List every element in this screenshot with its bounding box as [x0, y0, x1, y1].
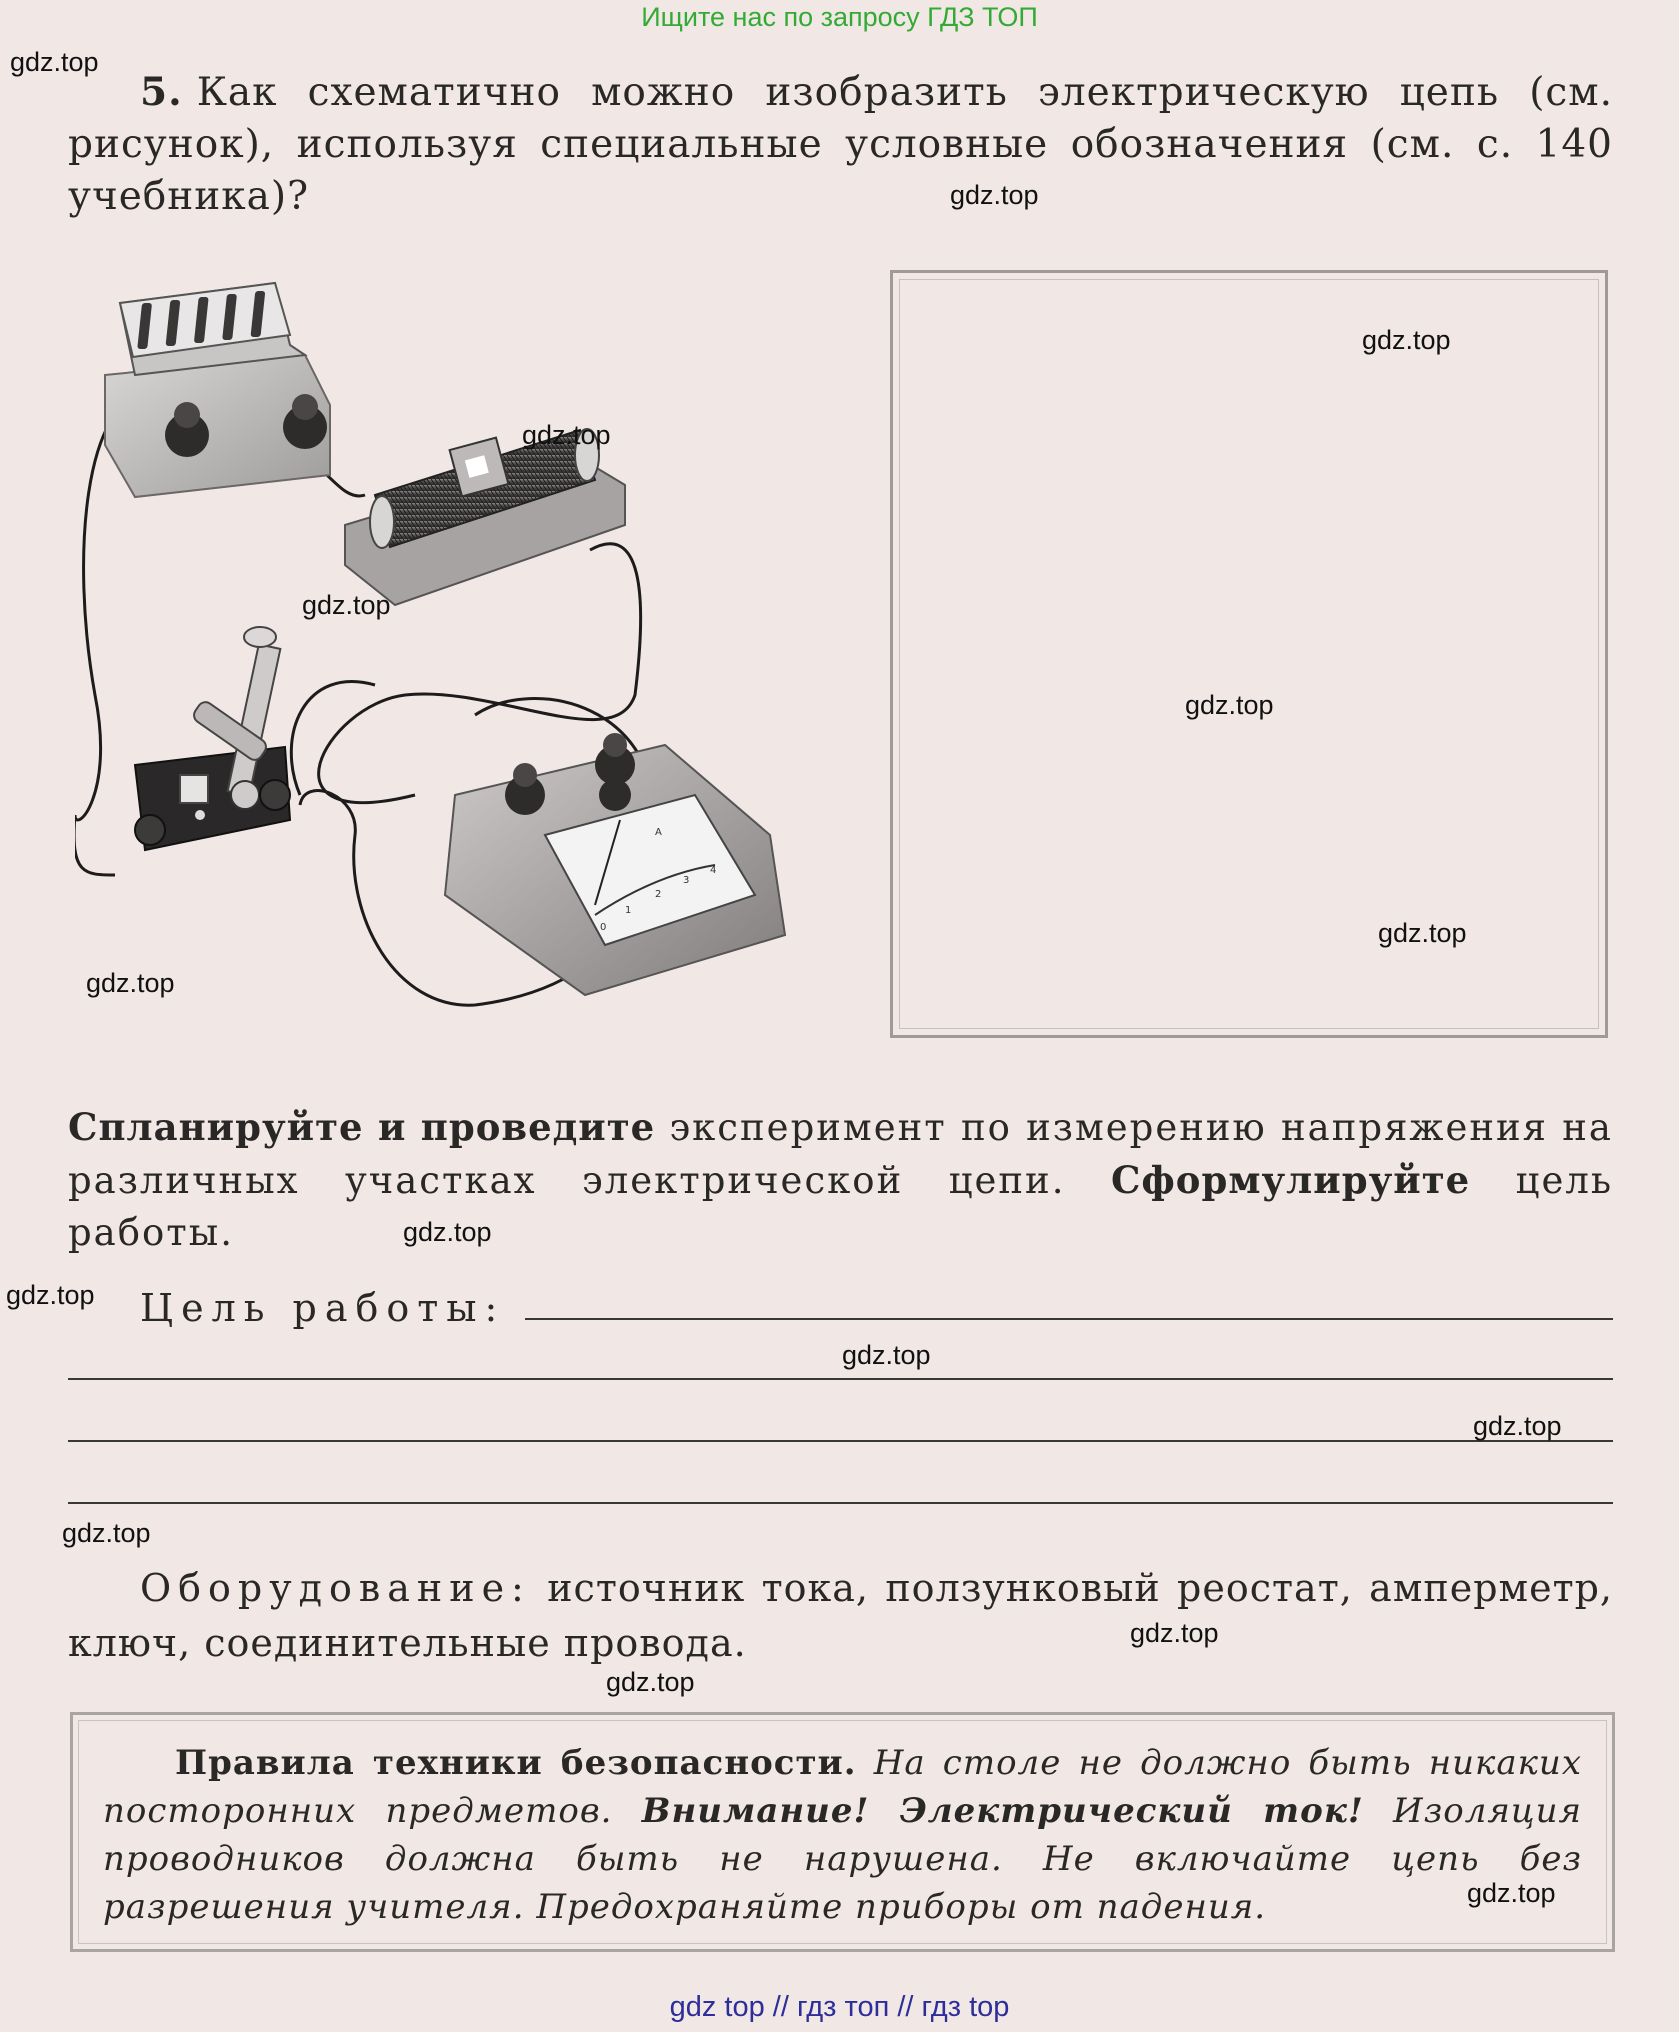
equipment-label: Оборудование:	[140, 1566, 531, 1610]
goal-answer-line-1[interactable]	[525, 1318, 1613, 1320]
goal-answer-line-2[interactable]	[68, 1378, 1613, 1380]
safety-text-1: На столе не должно быть никаких посторонних предметов.	[103, 1743, 1582, 1831]
watermark: gdz.top	[86, 968, 175, 998]
goal-answer-line-4[interactable]	[68, 1502, 1613, 1504]
safety-rules-text	[103, 1739, 1582, 1931]
watermark: gdz.top	[1362, 325, 1451, 355]
answer-box[interactable]	[890, 270, 1608, 1038]
question-text	[68, 66, 1613, 223]
safety-title: Правила техники безопасности.	[175, 1743, 857, 1783]
top-banner[interactable]: Ищите нас по запросу ГДЗ ТОП	[641, 2, 1038, 32]
switch-key	[135, 627, 290, 850]
scale-label-4: 4	[710, 865, 717, 876]
goal-label: Цель работы:	[140, 1286, 506, 1330]
scale-label-2: 2	[655, 889, 662, 900]
goal-answer-line-3[interactable]	[68, 1440, 1613, 1442]
safety-rules-box	[70, 1712, 1615, 1952]
task-bold-2: Сформулируйте	[1110, 1158, 1471, 1202]
watermark: gdz.top	[1185, 690, 1274, 720]
task-text	[68, 1101, 1613, 1259]
task-text-1: эксперимент по измерению напряжения на различных участках электрической цепи.	[68, 1106, 1613, 1202]
watermark: gdz.top	[606, 1667, 695, 1697]
equipment-text	[68, 1561, 1613, 1671]
scale-label-3: 3	[683, 875, 690, 886]
watermark: gdz.top	[1473, 1411, 1562, 1441]
scale-label-1: 1	[625, 905, 632, 916]
task-text-2: цель работы.	[68, 1159, 1613, 1254]
watermark: gdz.top	[302, 590, 391, 620]
scale-label-0: 0	[600, 922, 607, 933]
question-body: Как схематично можно изобразить электрическую цепь (см. рисунок), используя специальные условные обозначения (см. с. 140 учебника)?	[68, 70, 1613, 219]
watermark: gdz.top	[403, 1217, 492, 1247]
bottom-banner[interactable]: gdz top // гдз топ // гдз top	[669, 1991, 1010, 2023]
safety-warning: Внимание! Электрический ток!	[641, 1791, 1364, 1831]
watermark: gdz.top	[522, 420, 611, 450]
circuit-illustration	[75, 275, 855, 1065]
rheostat	[345, 429, 625, 605]
watermark: gdz.top	[1130, 1618, 1219, 1648]
goal-row	[140, 1270, 1613, 1330]
watermark: gdz.top	[842, 1340, 931, 1370]
ammeter	[445, 733, 785, 995]
safety-text-2: Изоляция проводников должна быть не нарушена. Не включайте цепь без разрешения учителя. Предохраняйте приборы от падения.	[103, 1791, 1583, 1927]
task-bold-1: Спланируйте и проведите	[68, 1105, 656, 1149]
watermark: gdz.top	[1378, 918, 1467, 948]
equipment-body: источник тока, ползунковый реостат, амперметр, ключ, соединительные провода.	[68, 1566, 1613, 1665]
watermark: gdz.top	[950, 180, 1039, 210]
ammeter-letter: A	[655, 827, 662, 838]
watermark: gdz.top	[6, 1280, 95, 1310]
watermark: gdz.top	[1467, 1878, 1556, 1908]
watermark: gdz.top	[62, 1518, 151, 1548]
watermark: gdz.top	[10, 47, 99, 77]
question-number: 5.	[140, 69, 183, 115]
current-source	[105, 283, 330, 497]
